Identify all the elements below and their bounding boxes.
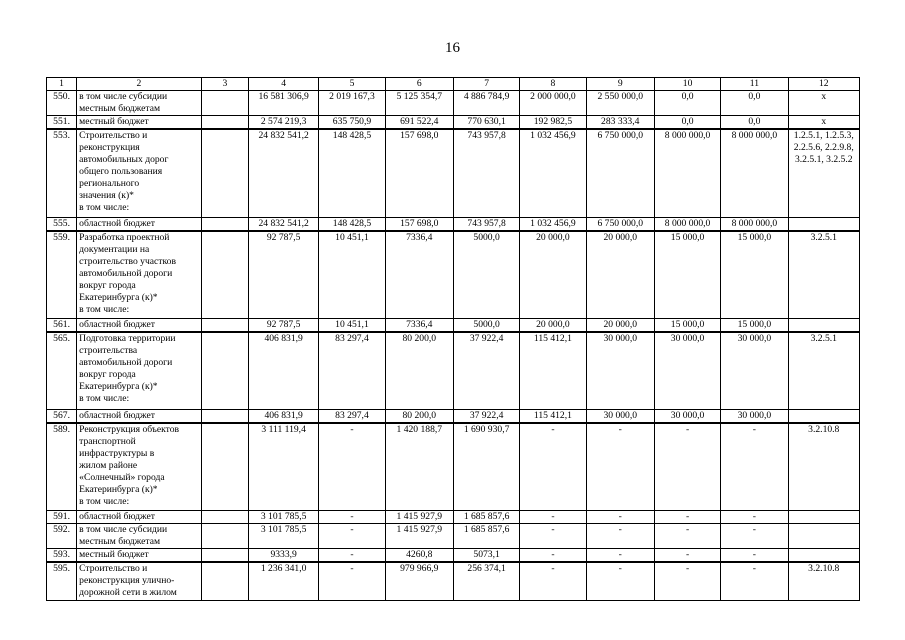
value-cell: - xyxy=(586,562,654,600)
table-row xyxy=(47,129,860,217)
value-cell: 2 000 000,0 xyxy=(520,91,586,116)
value-cell: 283 333,4 xyxy=(586,116,654,130)
value-cell: 6 750 000,0 xyxy=(586,129,654,217)
table-row xyxy=(47,332,860,409)
value-cell: - xyxy=(654,549,720,563)
value-cell: 5000,0 xyxy=(453,319,519,333)
row-name-line: Екатеринбурга (к)* xyxy=(79,381,158,392)
row-name-line: автомобильной дороги xyxy=(79,357,173,368)
value-cell: 691 522,4 xyxy=(385,116,453,130)
row-name-line: в том числе: xyxy=(79,393,130,404)
value-cell: 8 000 000,0 xyxy=(654,129,720,217)
column-header: 3 xyxy=(201,78,248,91)
table-row xyxy=(47,409,860,423)
target-reference xyxy=(788,562,859,600)
row-name xyxy=(77,217,202,231)
value-cell: 30 000,0 xyxy=(721,409,788,423)
value-cell: 3 101 785,5 xyxy=(248,511,318,524)
row-name-line: областной бюджет xyxy=(79,409,155,421)
row-name xyxy=(77,562,202,600)
value-cell: 15 000,0 xyxy=(721,319,788,333)
value-cell: - xyxy=(721,524,788,549)
value-cell: 770 630,1 xyxy=(453,116,519,130)
row-name xyxy=(77,549,202,563)
row-number: 559. xyxy=(47,231,77,319)
row-name-line: в том числе субсидии xyxy=(79,91,168,102)
row-name-line: реконструкция улично- xyxy=(79,575,175,586)
value-cell: 15 000,0 xyxy=(721,231,788,319)
row-name-line: местный бюджет xyxy=(79,549,149,560)
value-cell: 3 111 119,4 xyxy=(248,423,318,511)
target-reference xyxy=(788,231,859,319)
value-cell: 4260,8 xyxy=(385,549,453,563)
value-cell: 635 750,9 xyxy=(319,116,385,130)
row-name xyxy=(77,231,202,319)
row-name-line: Подготовка территории xyxy=(79,333,176,344)
value-cell: 157 698,0 xyxy=(385,217,453,231)
value-cell: 80 200,0 xyxy=(385,332,453,409)
row-number: 595. xyxy=(47,562,77,600)
row-name xyxy=(77,129,202,217)
value-cell: 148 428,5 xyxy=(319,217,385,231)
value-cell: 2 019 167,3 xyxy=(319,91,385,116)
value-cell: 30 000,0 xyxy=(586,409,654,423)
value-cell: 15 000,0 xyxy=(654,319,720,333)
row-name xyxy=(77,423,202,511)
value-cell: 10 451,1 xyxy=(319,319,385,333)
column-3-cell xyxy=(201,129,248,217)
column-3-cell xyxy=(201,332,248,409)
row-name-line: Реконструкция объектов xyxy=(79,423,180,435)
row-name-line: регионального xyxy=(79,178,140,189)
row-name-line: областной бюджет xyxy=(79,217,155,229)
table-row xyxy=(47,423,860,511)
table-row xyxy=(47,511,860,524)
target-reference xyxy=(788,511,859,524)
row-number: 553. xyxy=(47,129,77,217)
value-cell: - xyxy=(319,524,385,549)
value-cell: - xyxy=(586,549,654,563)
value-cell: 8 000 000,0 xyxy=(721,129,788,217)
row-number: 591. xyxy=(47,511,77,524)
value-cell: 148 428,5 xyxy=(319,129,385,217)
column-header: 1 xyxy=(47,78,77,91)
column-3-cell xyxy=(201,91,248,116)
target-reference xyxy=(788,549,859,563)
value-cell: 2 574 219,3 xyxy=(248,116,318,130)
row-name-line: дорожной сети в жилом xyxy=(79,587,177,598)
row-number: 550. xyxy=(47,91,77,116)
table-row xyxy=(47,524,860,549)
value-cell: 20 000,0 xyxy=(586,231,654,319)
value-cell: 30 000,0 xyxy=(654,332,720,409)
row-name-line: Разработка проектной xyxy=(79,231,170,243)
row-name xyxy=(77,91,202,116)
value-cell: 0,0 xyxy=(654,91,720,116)
value-cell: 4 886 784,9 xyxy=(453,91,519,116)
target-reference xyxy=(788,91,859,116)
value-cell: 24 832 541,2 xyxy=(248,217,318,231)
row-name xyxy=(77,332,202,409)
row-name-line: вокруг города xyxy=(79,369,136,380)
value-cell: - xyxy=(319,511,385,524)
target-reference-line: 3.2.10.8 xyxy=(808,423,840,435)
row-name-line: в том числе: xyxy=(79,303,130,315)
value-cell: 9333,9 xyxy=(248,549,318,563)
row-name xyxy=(77,319,202,333)
value-cell: 1 032 456,9 xyxy=(520,217,586,231)
value-cell: 92 787,5 xyxy=(248,231,318,319)
target-reference-line: 2.2.5.6, 2.2.9.8, xyxy=(793,142,854,153)
row-name-line: местным бюджетам xyxy=(79,103,161,114)
value-cell: 979 966,9 xyxy=(385,562,453,600)
value-cell: - xyxy=(319,562,385,600)
column-3-cell xyxy=(201,116,248,130)
row-number: 565. xyxy=(47,332,77,409)
value-cell: - xyxy=(520,549,586,563)
value-cell: 743 957,8 xyxy=(453,129,519,217)
column-3-cell xyxy=(201,231,248,319)
value-cell: - xyxy=(721,511,788,524)
row-name-line: областной бюджет xyxy=(79,511,155,522)
row-name xyxy=(77,116,202,130)
row-name-line: в том числе: xyxy=(79,495,130,507)
column-header: 9 xyxy=(586,78,654,91)
value-cell: 5000,0 xyxy=(453,231,519,319)
value-cell: - xyxy=(586,423,654,511)
value-cell: - xyxy=(654,423,720,511)
value-cell: 24 832 541,2 xyxy=(248,129,318,217)
row-name-line: «Солнечный» города xyxy=(79,471,165,483)
table-row xyxy=(47,562,860,600)
row-name xyxy=(77,409,202,423)
target-reference-line: 3.2.5.1 xyxy=(810,333,837,344)
row-name-line: автомобильных дорог xyxy=(79,154,169,165)
target-reference xyxy=(788,332,859,409)
column-header: 8 xyxy=(520,78,586,91)
target-reference-line: x xyxy=(821,91,827,102)
value-cell: - xyxy=(586,524,654,549)
value-cell: 743 957,8 xyxy=(453,217,519,231)
value-cell: 256 374,1 xyxy=(453,562,519,600)
value-cell: 8 000 000,0 xyxy=(721,217,788,231)
value-cell: - xyxy=(520,423,586,511)
budget-table xyxy=(46,77,860,601)
column-3-cell xyxy=(201,217,248,231)
table-row xyxy=(47,91,860,116)
row-name-line: значения (к)* xyxy=(79,190,134,201)
target-reference xyxy=(788,116,859,130)
row-name-line: реконструкция xyxy=(79,142,140,153)
value-cell: - xyxy=(654,562,720,600)
target-reference-line: 3.2.5.1, 3.2.5.2 xyxy=(794,154,853,165)
value-cell: - xyxy=(520,524,586,549)
value-cell: 1 415 927,9 xyxy=(385,524,453,549)
page-number: 16 xyxy=(445,40,460,56)
target-reference xyxy=(788,409,859,423)
value-cell: 30 000,0 xyxy=(586,332,654,409)
value-cell: 157 698,0 xyxy=(385,129,453,217)
target-reference xyxy=(788,217,859,231)
value-cell: 406 831,9 xyxy=(248,409,318,423)
value-cell: 3 101 785,5 xyxy=(248,524,318,549)
value-cell: 83 297,4 xyxy=(319,409,385,423)
row-name-line: Екатеринбурга (к)* xyxy=(79,291,158,303)
value-cell: 7336,4 xyxy=(385,319,453,333)
value-cell: 192 982,5 xyxy=(520,116,586,130)
target-reference xyxy=(788,423,859,511)
column-3-cell xyxy=(201,562,248,600)
column-header: 6 xyxy=(385,78,453,91)
value-cell: 37 922,4 xyxy=(453,332,519,409)
row-name-line: документации на xyxy=(79,243,150,255)
column-3-cell xyxy=(201,423,248,511)
value-cell: 7336,4 xyxy=(385,231,453,319)
value-cell: 37 922,4 xyxy=(453,409,519,423)
target-reference xyxy=(788,129,859,217)
value-cell: - xyxy=(319,549,385,563)
value-cell: 1 032 456,9 xyxy=(520,129,586,217)
value-cell: 1 415 927,9 xyxy=(385,511,453,524)
row-number: 555. xyxy=(47,217,77,231)
row-number: 589. xyxy=(47,423,77,511)
value-cell: 16 581 306,9 xyxy=(248,91,318,116)
value-cell: 406 831,9 xyxy=(248,332,318,409)
value-cell: 20 000,0 xyxy=(520,231,586,319)
value-cell: - xyxy=(721,562,788,600)
value-cell: 115 412,1 xyxy=(520,409,586,423)
value-cell: - xyxy=(319,423,385,511)
row-name-line: строительства xyxy=(79,345,138,356)
value-cell: 20 000,0 xyxy=(520,319,586,333)
row-number: 592. xyxy=(47,524,77,549)
row-name-line: Строительство и xyxy=(79,130,148,141)
row-name-line: в том числе субсидии xyxy=(79,524,168,535)
value-cell: - xyxy=(520,562,586,600)
table-row xyxy=(47,231,860,319)
column-header: 12 xyxy=(788,78,859,91)
target-reference-line: 3.2.10.8 xyxy=(808,563,840,574)
value-cell: 92 787,5 xyxy=(248,319,318,333)
row-name-line: автомобильной дороги xyxy=(79,267,173,279)
column-header: 10 xyxy=(654,78,720,91)
value-cell: 30 000,0 xyxy=(721,332,788,409)
column-3-cell xyxy=(201,319,248,333)
row-name-line: транспортной xyxy=(79,435,136,447)
column-header: 4 xyxy=(248,78,318,91)
target-reference xyxy=(788,319,859,333)
value-cell: 6 750 000,0 xyxy=(586,217,654,231)
row-name-line: вокруг города xyxy=(79,279,136,291)
row-name xyxy=(77,524,202,549)
value-cell: 83 297,4 xyxy=(319,332,385,409)
value-cell: 80 200,0 xyxy=(385,409,453,423)
column-header: 5 xyxy=(319,78,385,91)
value-cell: - xyxy=(721,549,788,563)
value-cell: 1 236 341,0 xyxy=(248,562,318,600)
value-cell: - xyxy=(721,423,788,511)
value-cell: 0,0 xyxy=(721,91,788,116)
table-row xyxy=(47,549,860,563)
row-number: 567. xyxy=(47,409,77,423)
table-row xyxy=(47,217,860,231)
value-cell: - xyxy=(654,511,720,524)
row-name xyxy=(77,511,202,524)
value-cell: 30 000,0 xyxy=(654,409,720,423)
row-name-line: общего пользования xyxy=(79,166,163,177)
value-cell: 5 125 354,7 xyxy=(385,91,453,116)
value-cell: 115 412,1 xyxy=(520,332,586,409)
target-reference xyxy=(788,524,859,549)
value-cell: 1 420 188,7 xyxy=(385,423,453,511)
row-name-line: местным бюджетам xyxy=(79,536,161,547)
column-3-cell xyxy=(201,511,248,524)
value-cell: - xyxy=(586,511,654,524)
value-cell: 0,0 xyxy=(721,116,788,130)
column-3-cell xyxy=(201,524,248,549)
row-name-line: Екатеринбурга (к)* xyxy=(79,483,158,495)
target-reference-line: 1.2.5.1, 1.2.5.3, xyxy=(793,130,854,141)
row-name-line: жилом районе xyxy=(79,459,138,471)
column-3-cell xyxy=(201,409,248,423)
target-reference-line: 3.2.5.1 xyxy=(810,231,837,243)
column-3-cell xyxy=(201,549,248,563)
row-number: 593. xyxy=(47,549,77,563)
value-cell: 0,0 xyxy=(654,116,720,130)
table-row xyxy=(47,116,860,130)
column-header: 7 xyxy=(453,78,519,91)
column-header: 2 xyxy=(77,78,202,91)
value-cell: 10 451,1 xyxy=(319,231,385,319)
value-cell: 5073,1 xyxy=(453,549,519,563)
value-cell: 1 685 857,6 xyxy=(453,524,519,549)
row-number: 561. xyxy=(47,319,77,333)
value-cell: 2 550 000,0 xyxy=(586,91,654,116)
row-name-line: Строительство и xyxy=(79,563,148,574)
value-cell: 8 000 000,0 xyxy=(654,217,720,231)
value-cell: 1 685 857,6 xyxy=(453,511,519,524)
row-name-line: инфраструктуры в xyxy=(79,447,155,459)
table-row xyxy=(47,319,860,333)
row-name-line: в том числе: xyxy=(79,202,130,213)
value-cell: 15 000,0 xyxy=(654,231,720,319)
value-cell: - xyxy=(520,511,586,524)
column-header: 11 xyxy=(721,78,788,91)
row-name-line: строительство участков xyxy=(79,255,176,267)
value-cell: 20 000,0 xyxy=(586,319,654,333)
value-cell: - xyxy=(654,524,720,549)
row-name-line: местный бюджет xyxy=(79,116,149,127)
target-reference-line: x xyxy=(821,116,827,127)
header-row xyxy=(47,78,860,91)
row-number: 551. xyxy=(47,116,77,130)
row-name-line: областной бюджет xyxy=(79,319,155,330)
value-cell: 1 690 930,7 xyxy=(453,423,519,511)
